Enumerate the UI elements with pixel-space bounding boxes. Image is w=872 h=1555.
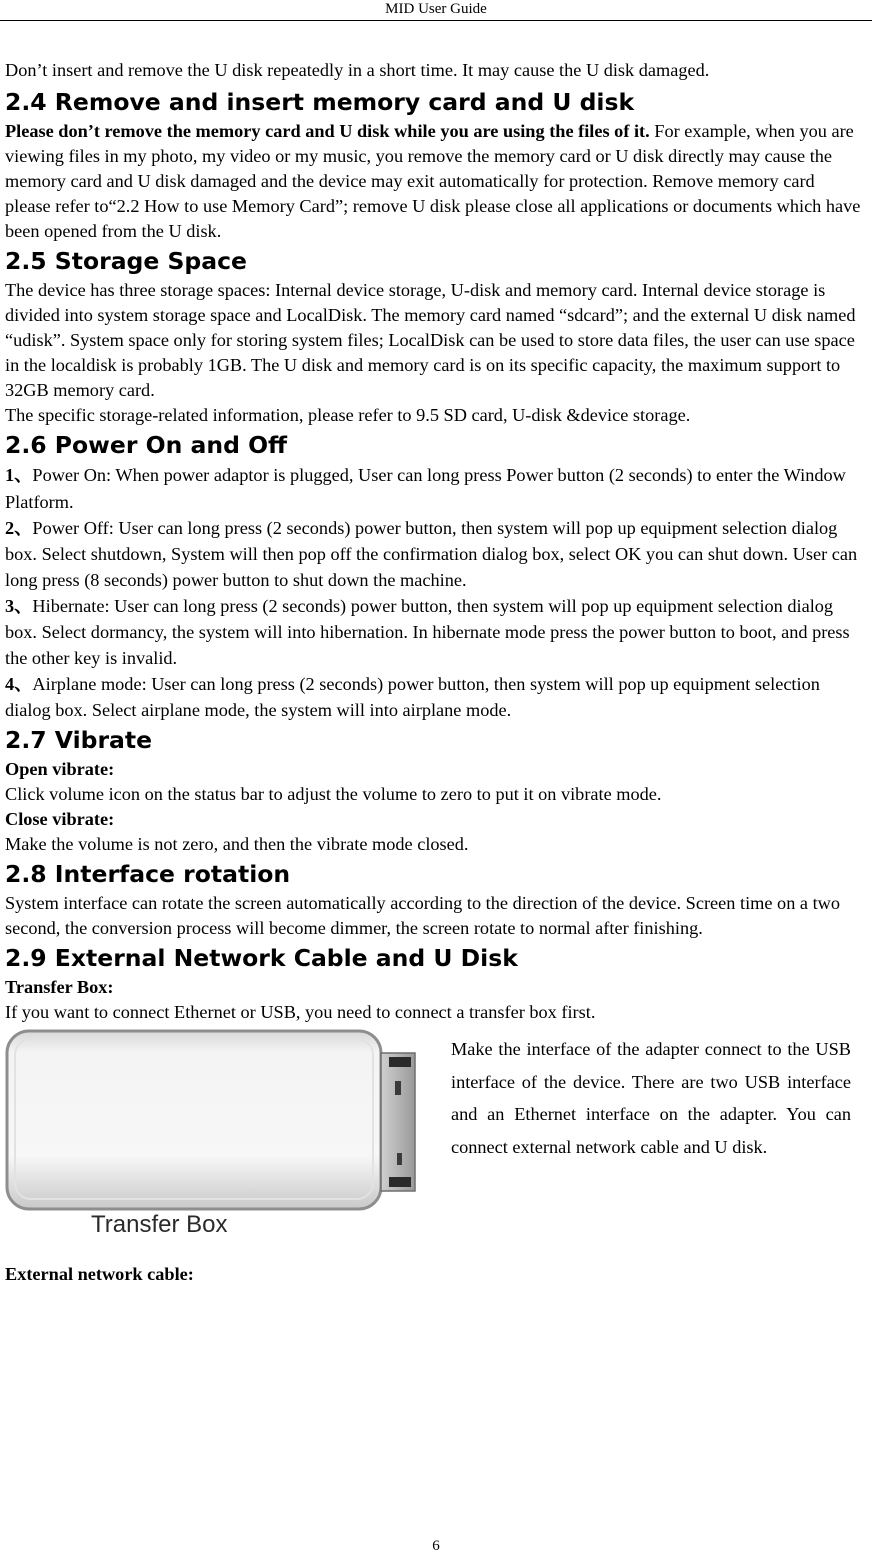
power-item-text: Hibernate: User can long press (2 seconds) power button, then system will pop up equipment selection dialog box. Select dormancy, the system will into hibernation. In hibernate mode press the power button to boot, and press the other key is invalid. — [5, 596, 850, 668]
transfer-box-label-text: Transfer Box: — [5, 977, 114, 997]
page-number: 6 — [432, 1538, 440, 1554]
transfer-box-image — [5, 1029, 417, 1241]
power-item-on — [5, 462, 863, 515]
section-2-6-heading: 2.6 Power On and Off — [5, 431, 288, 459]
section-2-8-heading: 2.8 Interface rotation — [5, 860, 291, 888]
section-2-4-warning: Please don’t remove the memory card and U disk while you are using the files of it. — [5, 121, 650, 141]
close-vibrate-text: Make the volume is not zero, and then the vibrate mode closed. — [5, 834, 469, 854]
header-rule — [0, 20, 872, 21]
section-2-8-paragraph: System interface can rotate the screen automatically according to the direction of the device. Screen time on a two second, the conversion process will become dimmer, the screen rotate to normal after finishing. — [5, 893, 841, 938]
power-item-hibernate — [5, 593, 863, 671]
close-vibrate-label — [5, 807, 863, 832]
section-2-4-paragraph — [5, 119, 863, 244]
transfer-box-caption: Transfer Box — [91, 1211, 228, 1238]
power-item-number: 2、 — [5, 518, 33, 538]
transfer-box-description: Make the interface of the adapter connect to the USB interface of the device. There are two USB interface and an Ethernet interface on the adapter. You can connect external network cable and U disk. — [451, 1039, 851, 1157]
section-2-7-heading: 2.7 Vibrate — [5, 726, 153, 754]
section-2-5-paragraph-1: The device has three storage spaces: Internal device storage, U-disk and memory card. Internal device storage is divided into system storage space and LocalDisk. The memory card named “sdcard”; and the external U disk named “udisk”. System space only for storing system files; LocalDisk can be used to store data files, the user can use space in the localdisk is probably 1GB. The U disk and memory card is on its specific capacity, the maximum support to 32GB memory card. — [5, 280, 856, 400]
open-vibrate-label-text: Open vibrate: — [5, 759, 115, 779]
power-item-number: 1、 — [5, 465, 33, 485]
page-header: MID User Guide — [385, 1, 487, 17]
document-body — [5, 58, 863, 1287]
transfer-box-section — [5, 1029, 863, 1244]
section-2-4-heading: 2.4 Remove and insert memory card and U disk — [5, 88, 635, 116]
open-vibrate-text: Click volume icon on the status bar to adjust the volume to zero to put it on vibrate mode. — [5, 784, 662, 804]
power-item-text: Power On: When power adaptor is plugged, User can long press Power button (2 seconds) to enter the Window Platform. — [5, 465, 846, 512]
power-item-number: 3、 — [5, 596, 33, 616]
power-item-off — [5, 515, 863, 593]
power-item-airplane — [5, 671, 863, 723]
power-item-text: Airplane mode: User can long press (2 seconds) power button, then system will pop up equipment selection dialog box. Select airplane mode, the system will into airplane mode. — [5, 674, 820, 720]
intro-paragraph: Don’t insert and remove the U disk repeatedly in a short time. It may cause the U disk damaged. — [5, 60, 710, 80]
transfer-box-intro: If you want to connect Ethernet or USB, you need to connect a transfer box first. — [5, 1002, 596, 1022]
section-2-4-body: For example, when you are viewing files in my photo, my video or my music, you remove the memory card or U disk directly may cause the memory card and U disk damaged and the device may exit automatically for protection. Remove memory card please refer to“2.2 How to use Memory Card”; remove U disk please close all applications or documents which have been opened from the U disk. — [5, 121, 861, 241]
external-network-cable-label — [5, 1262, 863, 1287]
section-2-9-heading: 2.9 External Network Cable and U Disk — [5, 944, 518, 972]
transfer-box-label — [5, 975, 863, 1000]
external-network-cable-label-text: External network cable: — [5, 1264, 194, 1284]
power-item-text: Power Off: User can long press (2 seconds) power button, then system will pop up equipment selection dialog box. Select shutdown, System will then pop off the confirmation dialog box, select OK you can shut down. User can long press (8 seconds) power button to shut down the machine. — [5, 518, 858, 590]
section-2-5-paragraph-2: The specific storage-related information, please refer to 9.5 SD card, U-disk &device storage. — [5, 405, 691, 425]
close-vibrate-label-text: Close vibrate: — [5, 809, 115, 829]
power-item-number: 4、 — [5, 674, 33, 694]
section-2-5-heading: 2.5 Storage Space — [5, 247, 247, 275]
open-vibrate-label — [5, 757, 863, 782]
